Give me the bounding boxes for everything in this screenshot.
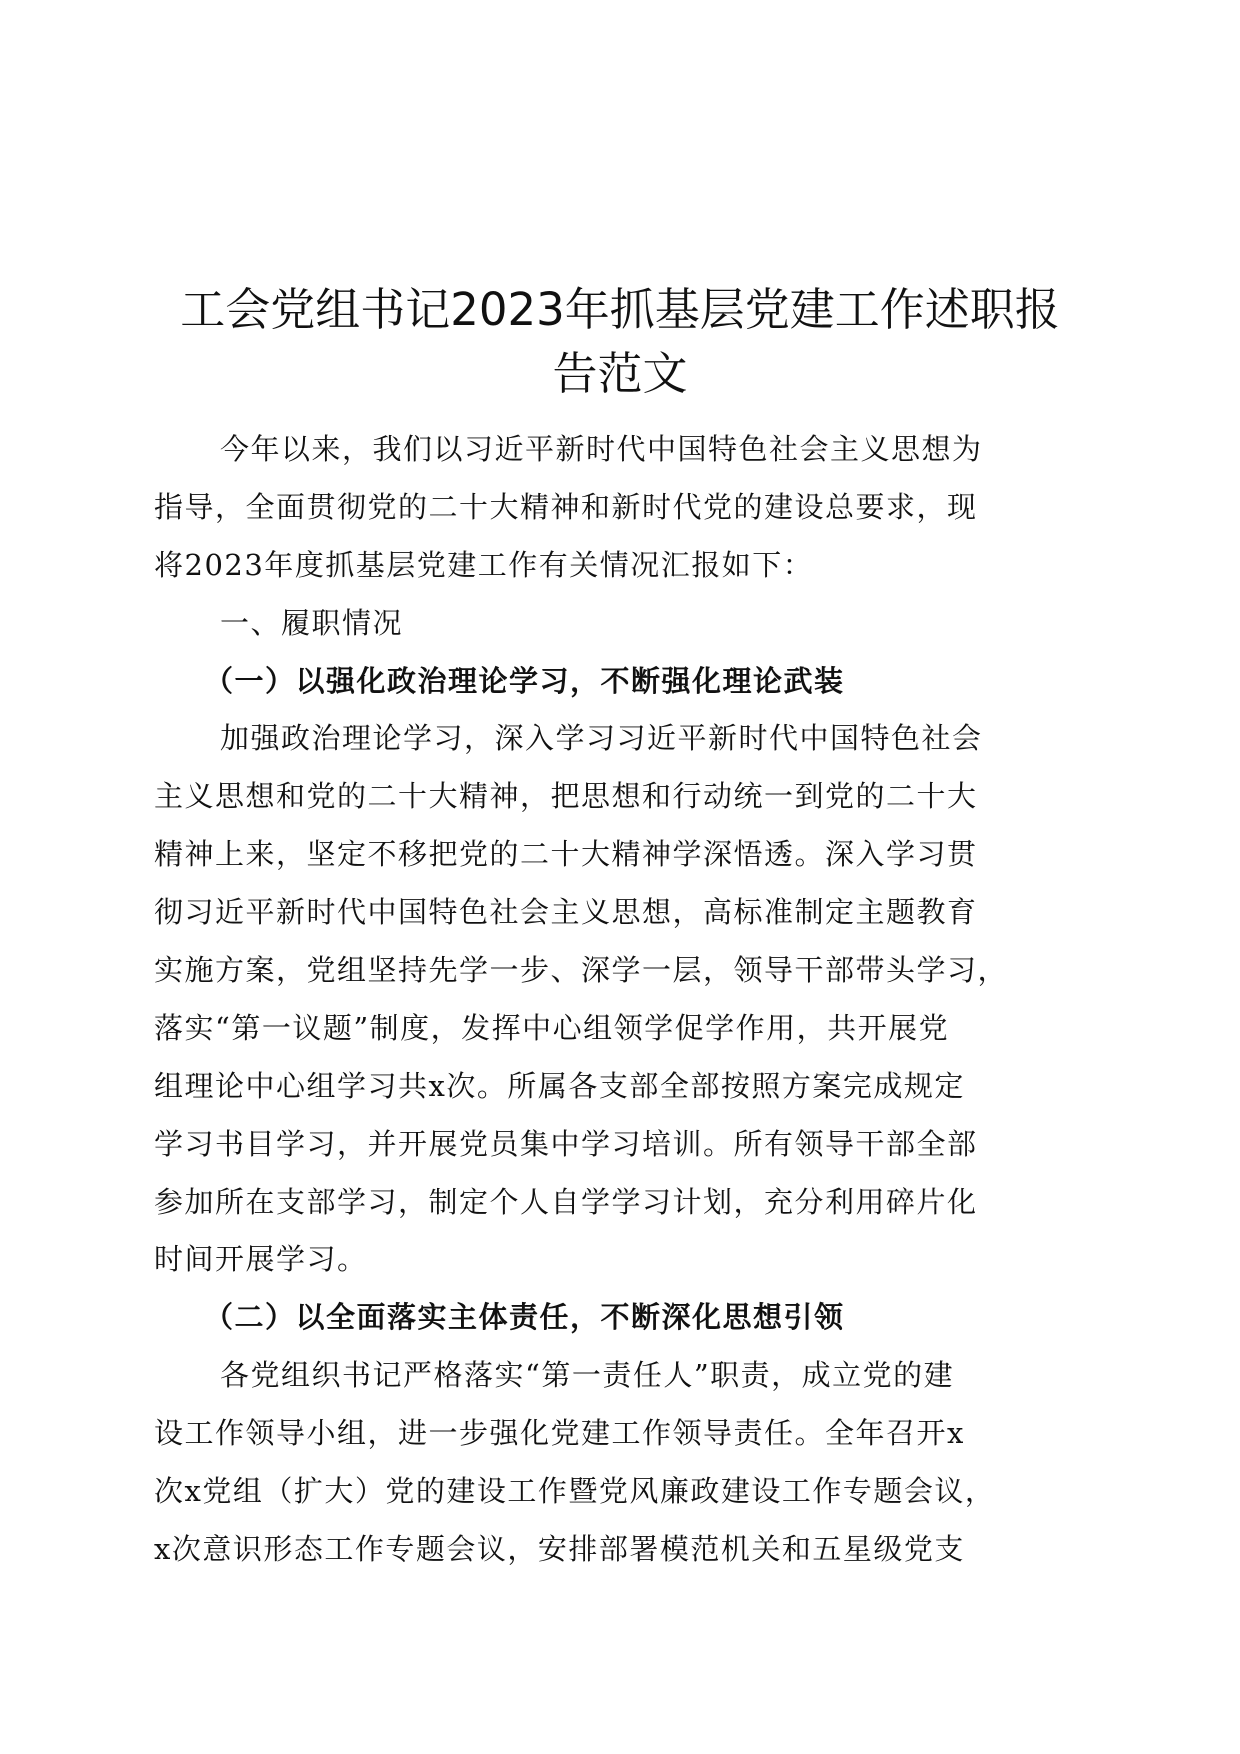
intro-line: 指导，全面贯彻党的二十大精神和新时代党的建设总要求，现 [154,489,978,524]
paragraph-line: 组理论中心组学习共x次。所属各支部全部按照方案完成规定 [154,1068,965,1103]
title-line-1: 工会党组书记2023年抓基层党建工作述职报 [180,283,1060,336]
title-line-2: 告范文 [552,347,688,400]
paragraph-line: 设工作领导小组，进一步强化党建工作领导责任。全年召开x [154,1416,965,1451]
paragraph-line: 时间开展学习。 [154,1242,368,1277]
paragraph-line: 实施方案，党组坚持先学一步、深学一层，领导干部带头学习， [154,953,1009,988]
subsection-1-paragraph [154,710,1094,1289]
intro-line: 将2023年度抓基层党建工作有关情况汇报如下： [154,547,814,582]
paragraph-line: 次x党组（扩大）党的建设工作暨党风廉政建设工作专题会议， [154,1474,996,1509]
paragraph-line: 彻习近平新时代中国特色社会主义思想，高标准制定主题教育 [154,895,978,930]
document-body [154,421,1094,1579]
subsection-heading: （一）以强化政治理论学习，不断强化理论武装 [204,663,845,698]
paragraph-line: 各党组织书记严格落实“第一责任人”职责，成立党的建 [220,1358,955,1393]
paragraph-line: 精神上来，坚定不移把党的二十大精神学深悟透。深入学习贯 [154,837,978,872]
section-heading: 一、履职情况 [220,605,404,640]
paragraph-line: 加强政治理论学习，深入学习习近平新时代中国特色社会 [220,721,983,756]
subsection-heading: （二）以全面落实主体责任，不断深化思想引领 [204,1300,845,1335]
intro-line: 今年以来，我们以习近平新时代中国特色社会主义思想为 [220,432,983,466]
paragraph-line: x次意识形态工作专题会议，安排部署模范机关和五星级党支 [154,1531,965,1566]
document-title [140,278,1100,406]
subsection-2-paragraph [154,1347,1094,1579]
paragraph-line: 参加所在支部学习，制定个人自学学习计划，充分利用碎片化 [154,1184,978,1219]
intro-paragraph [154,421,1094,595]
paragraph-line: 落实“第一议题”制度，发挥中心组领学促学作用，共开展党 [154,1010,950,1045]
paragraph-line: 学习书目学习，并开展党员集中学习培训。所有领导干部全部 [154,1126,978,1161]
paragraph-line: 主义思想和党的二十大精神，把思想和行动统一到党的二十大 [154,779,978,814]
